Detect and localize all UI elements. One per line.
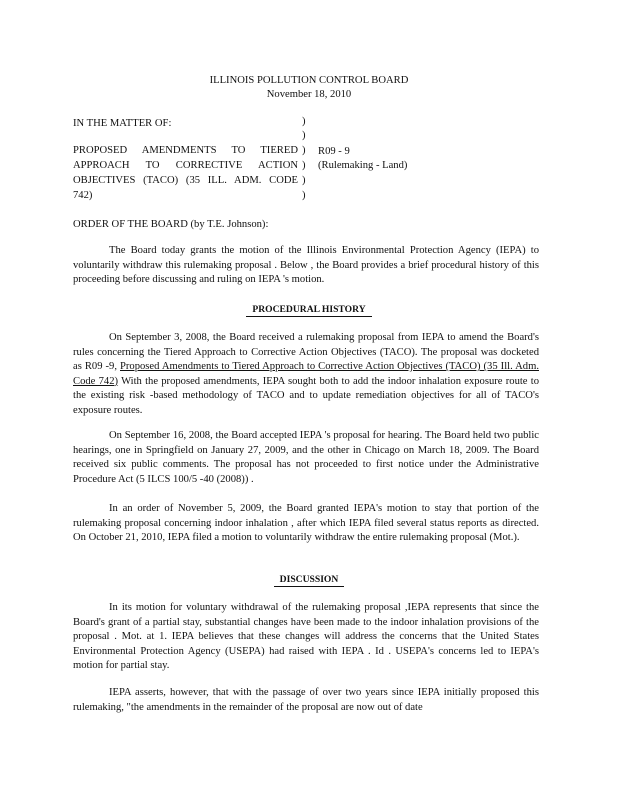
caption-paren: ) [302, 175, 306, 186]
board-name: ILLINOIS POLLUTION CONTROL BOARD [209, 75, 409, 86]
caption-paren: ) [302, 190, 306, 201]
discussion-heading: DISCUSSION [0, 574, 618, 587]
order-date: November 18, 2010 [266, 89, 352, 100]
caption-title-line: 742) [73, 190, 93, 201]
order-of-board-line: ORDER OF THE BOARD (by T.E. Johnson): [73, 219, 269, 230]
caption-title-line: APPROACH TO CORRECTIVE ACTION [73, 160, 298, 171]
in-the-matter-label: IN THE MATTER OF: [73, 118, 172, 129]
procedural-paragraph-2: On September 16, 2008, the Board accepted IEPA 's proposal for hearing. The Board held two public hearings, one in Springfield on January 27, 2009, and the other in Chicago on March 18, 2009. The Board received six public comments. The proposal has not proceeded to first notice under the Administrative Procedure Act (5 ILCS 100/5 -40 (2008)) . [73, 430, 539, 485]
case-title-underlined: Proposed Amendments to Tiered Approach to Corrective Action Objectives (TACO) (35 Ill. Adm. Code 742) [73, 361, 539, 387]
docket-number: R09 - 9 [318, 146, 350, 157]
caption-title-line: OBJECTIVES (TACO) (35 ILL. ADM. CODE [73, 175, 298, 186]
caption-paren: ) [302, 116, 306, 127]
docket-type: (Rulemaking - Land) [318, 160, 408, 171]
caption-title [73, 143, 298, 203]
discussion-paragraph-2: IEPA asserts, however, that with the passage of over two years since IEPA initially proposed this rulemaking, "the amendments in the remainder of the proposal are now out of date [73, 687, 539, 713]
caption-paren: ) [302, 160, 306, 171]
intro-paragraph: The Board today grants the motion of the Illinois Environmental Protection Agency (IEPA) to voluntarily withdraw this rulemaking proposal . Below , the Board provides a brief procedural history of this proceeding before discussing and ruling on IEPA 's motion. [73, 245, 539, 285]
procedural-history-heading: PROCEDURAL HISTORY [0, 304, 618, 317]
caption-paren: ) [302, 145, 306, 156]
procedural-paragraph-3: In an order of November 5, 2009, the Board granted IEPA's motion to stay that portion of the rulemaking proposal concerning indoor inhalation , after which IEPA filed several status reports as directed. On October 21, 2010, IEPA filed a motion to voluntarily withdraw the entire rulemaking proposal (Mot.). [73, 503, 539, 543]
discussion-paragraph-1: In its motion for voluntary withdrawal of the rulemaking proposal ,IEPA represents that since the Board's grant of a partial stay, substantial changes have been made to the indoor inhalation provisions of the proposal . Mot. at 1. IEPA believes that these changes will address the concerns that the United States Environmental Protection Agency (USEPA) had raised with IEPA . Id . USEPA's concerns led to IEPA's motion for partial stay. [73, 602, 539, 671]
caption-title-line: PROPOSED AMENDMENTS TO TIERED [73, 145, 298, 156]
caption-paren: ) [302, 130, 306, 141]
procedural-paragraph-1: On September 3, 2008, the Board received a rulemaking proposal from IEPA to amend the Board's rules concerning the Tiered Approach to Corrective Action Objectives (TACO). The proposal was docketed as R09 -9, Proposed Amendments to Tiered Approach to Corrective Action Objectives (TACO) (35 Ill. Adm. Code 742) With the proposed amendments, IEPA sought both to add the indoor inhalation exposure route to the existing risk -based methodology of TACO and to update remediation objectives for all of TACO's exposure routes. [73, 332, 539, 416]
